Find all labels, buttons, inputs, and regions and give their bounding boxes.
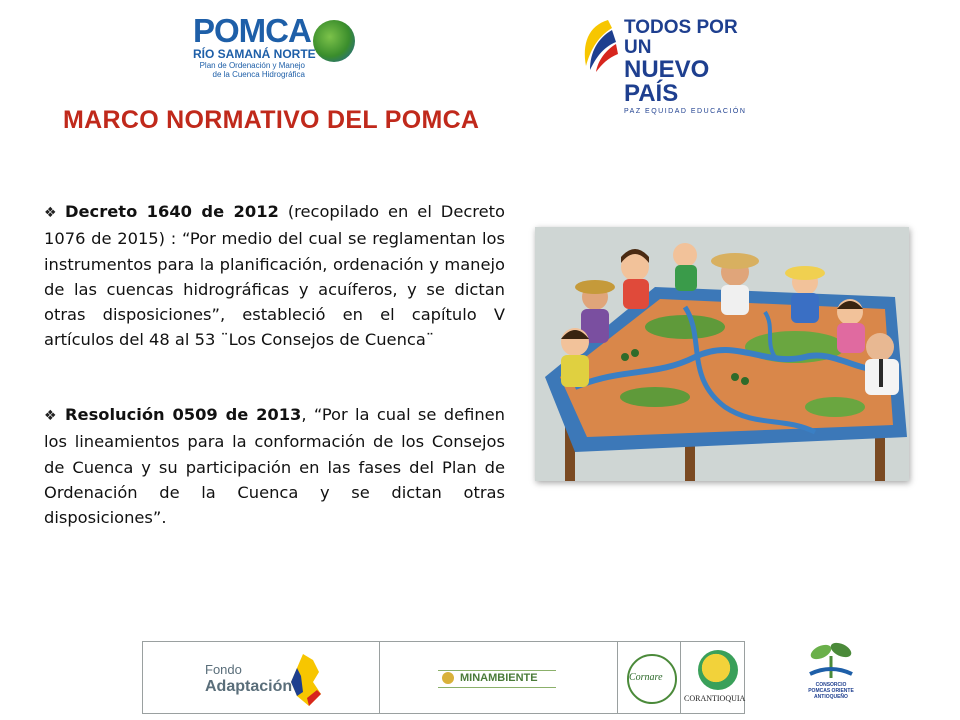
consorcio-label: CONSORCIO POMCAS ORIENTE ANTIOQUEÑO (808, 682, 854, 700)
colombia-swoosh-icon (578, 16, 618, 74)
pomca-logo-line2: de la Cuenca Hidrográfica (212, 70, 305, 79)
gov-logo-line2: NUEVO PAÍS (624, 56, 710, 107)
council-table-image (535, 227, 909, 481)
colombia-shield-icon (442, 672, 454, 684)
gov-logo-line1: TODOS POR UN (624, 17, 738, 58)
cornare-label: Cornare (629, 672, 663, 683)
bullet-decreto (44, 199, 505, 353)
minambiente-logo (438, 670, 556, 688)
bullet-resolucion (44, 402, 505, 530)
pomca-logo-line1: Plan de Ordenación y Manejo (199, 61, 305, 70)
consorcio-logo (806, 638, 856, 718)
footer-logo-bar (142, 641, 745, 714)
corantioquia-emblem-icon (698, 650, 738, 690)
bullet-resolucion-bold: Resolución 0509 de 2013 (65, 405, 302, 424)
plant-sprout-icon (806, 638, 856, 682)
bullet-decreto-text: (recopilado en el Decreto 1076 de 2015) : “Por medio del cual se reglamentan los instrumentos para la planificación, ordenación y manejo de las cuencas hidrográficas y acuíferos, y se dictan otras disposiciones”, estableció en el capítulo V artículos del 48 al 53 ¨Los Consejos de Cuenca¨ (44, 202, 505, 350)
bullet-resolucion-text: , “Por la cual se definen los lineamientos para la conformación de los Consejos de Cuenca y su participación en las fases del Plan de Ordenación de la Cuenca y se dictan otras disposiciones”. (44, 405, 505, 528)
diamond-bullet-icon: ❖ (44, 408, 57, 424)
watershed-council-illustration (535, 227, 909, 481)
minambiente-label: MINAMBIENTE (460, 672, 538, 684)
fondo-adaptacion-line1: Fondo (205, 662, 242, 677)
fondo-adaptacion-line2: Adaptación (205, 678, 293, 695)
gov-logo (578, 14, 768, 115)
pomca-logo (193, 14, 363, 84)
colombia-map-icon (283, 652, 329, 708)
pomca-logo-title: POMCA (193, 12, 311, 49)
bullet-decreto-bold: Decreto 1640 de 2012 (65, 202, 279, 221)
pomca-emblem-icon (313, 20, 355, 62)
gov-logo-line3: PAZ EQUIDAD EDUCACIÓN (624, 108, 747, 115)
corantioquia-label: CORANTIOQUIA (684, 694, 746, 703)
pomca-logo-subtitle: RÍO SAMANÁ NORTE (193, 47, 316, 61)
page-title: MARCO NORMATIVO DEL POMCA (63, 106, 480, 134)
diamond-bullet-icon: ❖ (44, 205, 57, 221)
